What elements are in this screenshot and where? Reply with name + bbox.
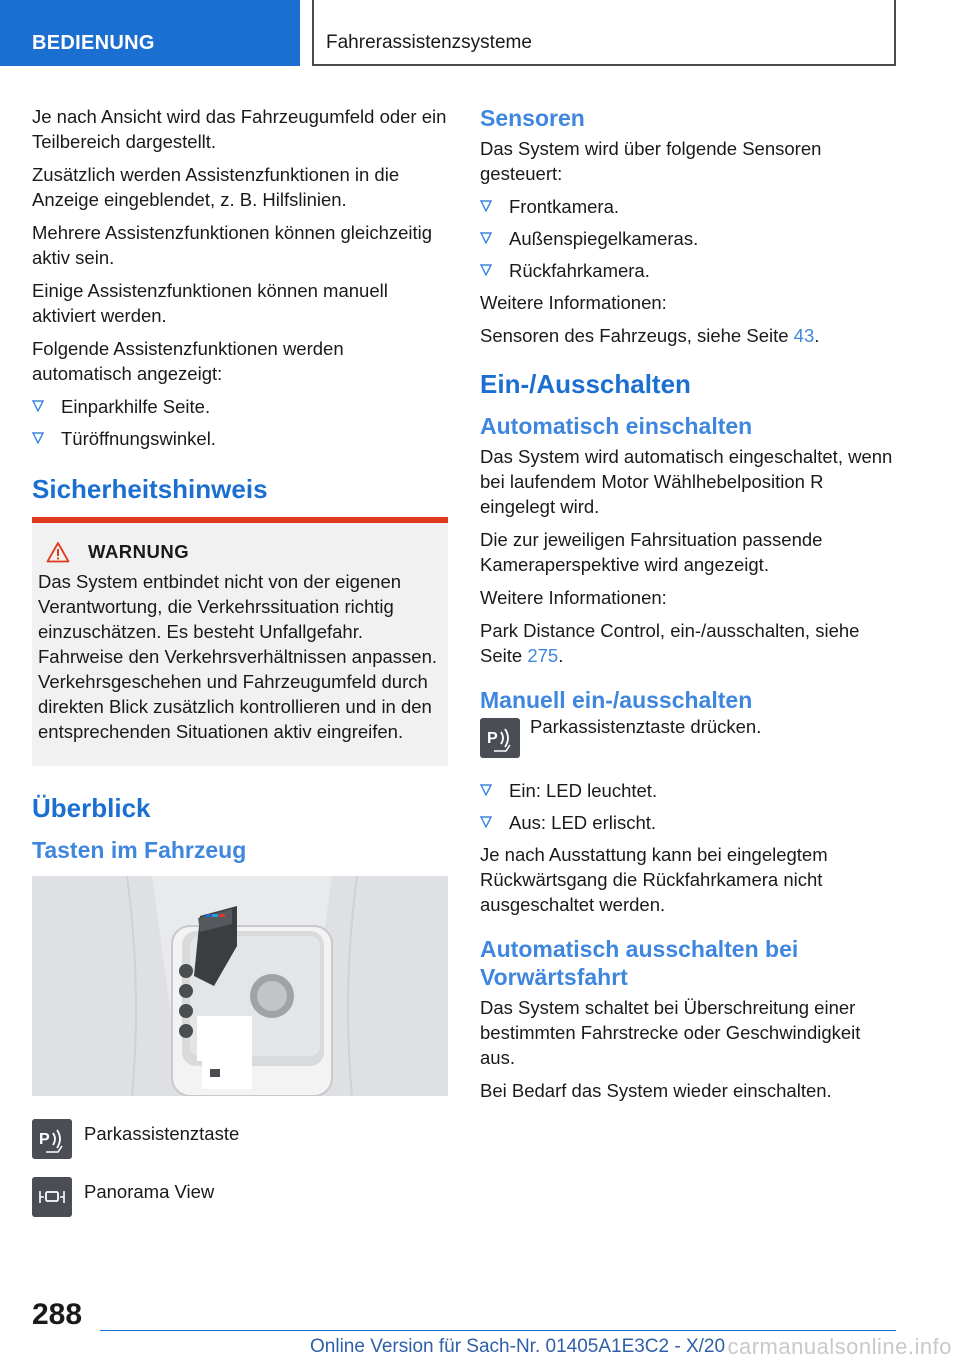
list-item: Frontkamera. xyxy=(480,194,896,219)
auto-off-heading: Automatisch ausschalten bei Vorwärtsfahrt xyxy=(480,936,799,990)
list-item: Außenspiegelkameras. xyxy=(480,226,896,251)
section-title: BEDIENUNG xyxy=(32,32,155,54)
list-item: Rückfahrkamera. xyxy=(480,258,896,283)
paragraph: Sensoren des Fahrzeugs, siehe Seite 43. xyxy=(480,325,820,346)
footer-rule xyxy=(100,1330,896,1331)
sensors-heading: Sensoren xyxy=(480,105,585,131)
right-column xyxy=(480,104,896,1111)
paragraph: Je nach Ansicht wird das Fahrzeugumfeld oder ein Teilbereich dargestellt. xyxy=(32,106,447,152)
left-column xyxy=(32,104,448,1217)
manual-key-row xyxy=(480,718,896,758)
paragraph: Einige Assistenzfunktionen können manuell aktiviert werden. xyxy=(32,280,388,326)
safety-heading: Sicherheitshinweis xyxy=(32,474,268,504)
key-legend-panorama-view xyxy=(32,1177,448,1217)
bullet-triangle-icon xyxy=(480,784,492,796)
paragraph: Mehrere Assistenzfunktionen können gleichzeitig aktiv sein. xyxy=(32,222,433,268)
list-item: Ein: LED leuchtet. xyxy=(480,778,896,803)
warning-header xyxy=(46,541,442,563)
list-item: Einparkhilfe Seite. xyxy=(32,394,448,419)
watermark: carmanualsonline.info xyxy=(727,1334,952,1359)
auto-on-heading: Automatisch einschalten xyxy=(480,413,753,439)
key-label: Panorama View xyxy=(84,1181,215,1202)
bullet-triangle-icon xyxy=(32,432,44,444)
bullet-triangle-icon xyxy=(32,400,44,412)
warning-text: Das System entbindet nicht von der eigenen Verantwortung, die Verkehrssituation richtig einzuschätzen. Es besteht Unfallgefahr. Fahrweise den Verkehrsverhältnissen anpassen. Verkehrsgeschehen und Fahrzeugumfeld durch direkten Blick zusätzlich kontrollieren und in den entsprechenden Situationen aktiv eingreifen. xyxy=(38,571,438,742)
page-link[interactable]: 275 xyxy=(527,645,559,666)
bullet-triangle-icon xyxy=(480,816,492,828)
overview-heading: Überblick xyxy=(32,793,151,823)
paragraph: Park Distance Control, ein-/ausschalten, siehe Seite 275. xyxy=(480,620,860,666)
chapter-tab xyxy=(312,0,896,66)
bullet-triangle-icon xyxy=(480,200,492,212)
warning-title: WARNUNG xyxy=(88,541,190,562)
paragraph: Bei Bedarf das System wieder einschalten. xyxy=(480,1080,832,1101)
paragraph: Das System wird über folgende Sensoren gesteuert: xyxy=(480,138,822,184)
paragraph: Je nach Ausstattung kann bei eingelegtem Rückwärtsgang die Rückfahrkamera nicht ausgeschaltet werden. xyxy=(480,844,828,915)
park-assist-icon xyxy=(480,718,520,758)
onoff-heading: Ein-/Ausschalten xyxy=(480,369,691,399)
svg-text:P: P xyxy=(487,730,498,747)
bullet-triangle-icon xyxy=(480,264,492,276)
center-console-photo xyxy=(32,876,448,1096)
chapter-title: Fahrerassistenzsysteme xyxy=(326,32,532,53)
bullet-triangle-icon xyxy=(480,232,492,244)
page-number: 288 xyxy=(32,1298,83,1331)
page-link[interactable]: 43 xyxy=(793,325,815,346)
key-legend-park-assist xyxy=(32,1119,448,1159)
warning-triangle-icon xyxy=(46,541,70,563)
paragraph: Weitere Informationen: xyxy=(480,292,667,313)
panorama-view-icon xyxy=(32,1177,72,1217)
paragraph: Das System schaltet bei Überschreitung einer bestimmten Fahrstrecke oder Geschwindigkeit aus. xyxy=(480,997,861,1068)
manual-heading: Manuell ein-/ausschalten xyxy=(480,687,753,713)
paragraph: Folgende Assistenzfunktionen werden automatisch angezeigt: xyxy=(32,338,344,384)
key-label: Parkassistenztaste drücken. xyxy=(530,716,762,737)
key-label: Parkassistenztaste xyxy=(84,1123,240,1144)
keys-heading: Tasten im Fahrzeug xyxy=(32,837,247,863)
online-version-note: Online Version für Sach-Nr. 01405A1E3C2 - X/20 xyxy=(310,1336,726,1357)
list-item: Aus: LED erlischt. xyxy=(480,810,896,835)
paragraph: Zusätzlich werden Assistenzfunktionen in die Anzeige eingeblendet, z. B. Hilfslinien. xyxy=(32,164,400,210)
paragraph: Das System wird automatisch eingeschaltet, wenn bei laufendem Motor Wählhebelposition R eingelegt wird. xyxy=(480,446,893,517)
section-tab xyxy=(0,0,300,66)
warning-box xyxy=(32,517,448,766)
svg-text:P: P xyxy=(39,1131,50,1148)
paragraph: Die zur jeweiligen Fahrsituation passende Kameraperspektive wird angezeigt. xyxy=(480,529,823,575)
park-assist-icon xyxy=(32,1119,72,1159)
list-item: Türöffnungswinkel. xyxy=(32,426,448,451)
paragraph: Weitere Informationen: xyxy=(480,587,667,608)
